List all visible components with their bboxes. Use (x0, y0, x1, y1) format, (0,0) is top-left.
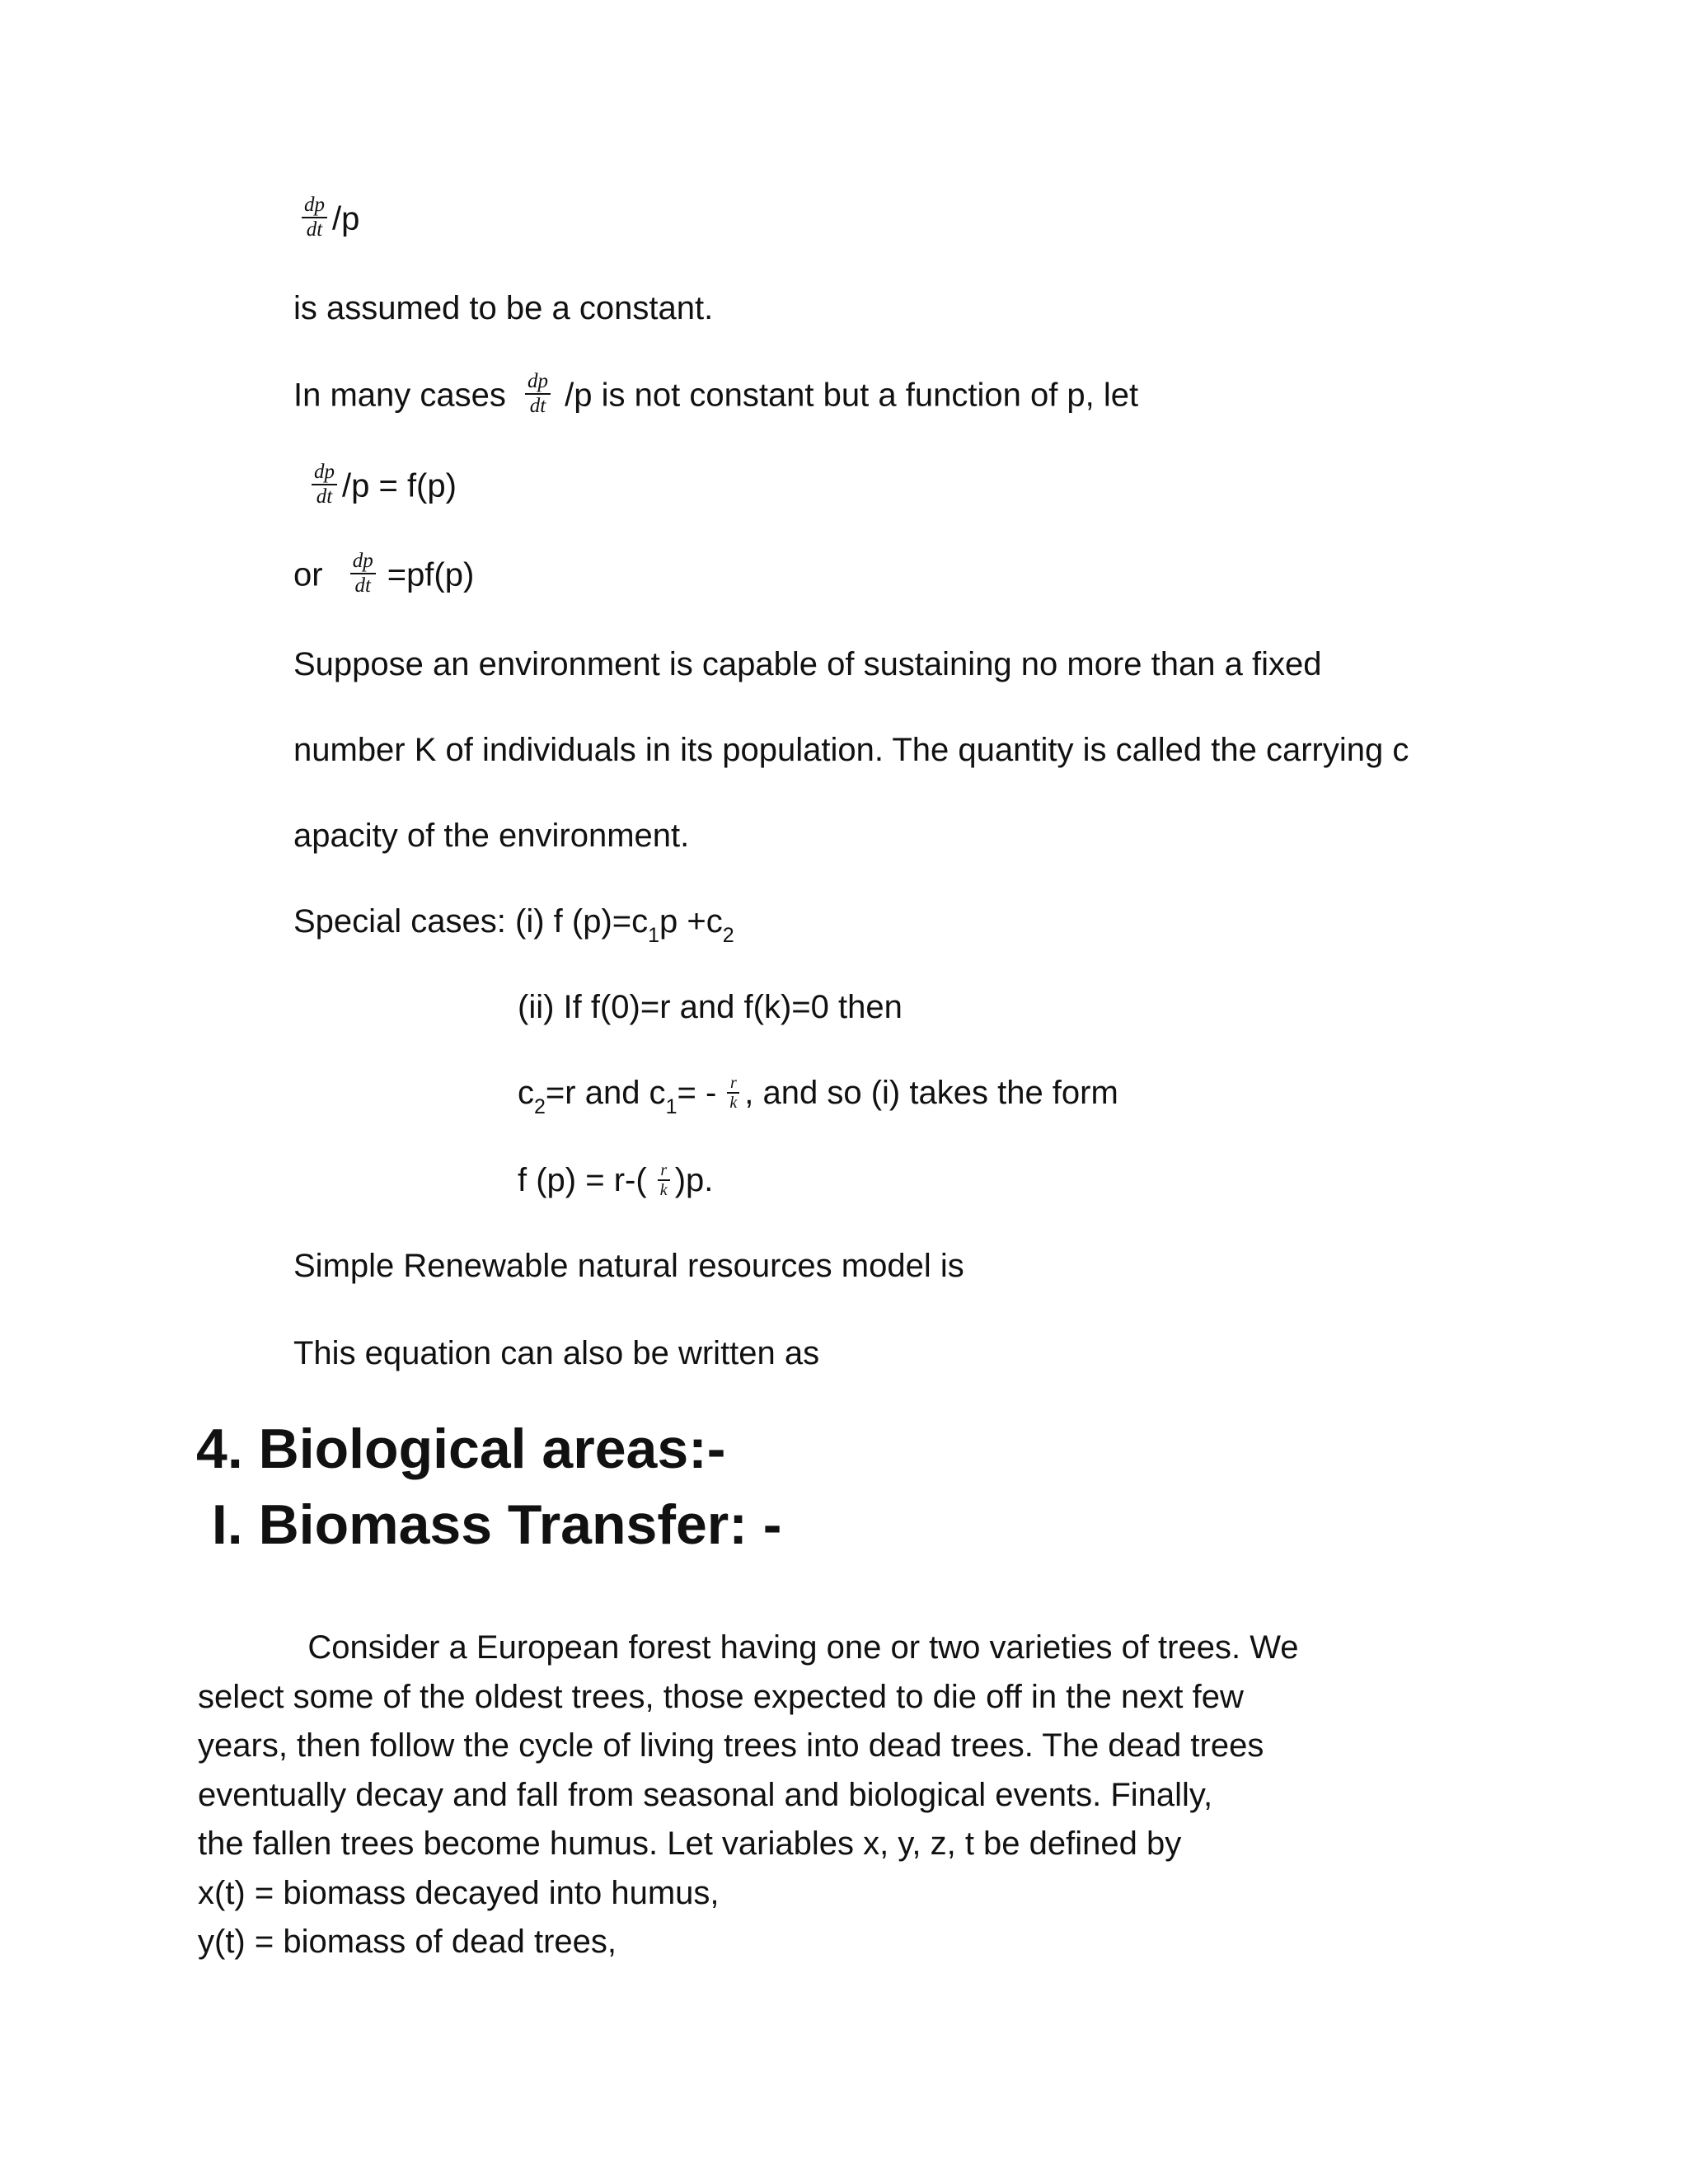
paragraph-line: years, then follow the cycle of living trees into dead trees. The dead trees (198, 1727, 1264, 1764)
text-segment: /p is not constant but a function of p, let (565, 377, 1139, 414)
text-line-13: Simple Renewable natural resources model is (293, 1248, 964, 1284)
text-line-3 (293, 370, 1139, 420)
text-line-10: (ii) If f(0)=r and f(k)=0 then (518, 989, 903, 1025)
equation-line-11 (518, 1073, 1118, 1118)
text-line-14: This equation can also be written as (293, 1335, 820, 1371)
section-heading: 4. Biological areas:- (196, 1418, 726, 1480)
equation-line-12 (518, 1160, 713, 1200)
paragraph-line: eventually decay and fall from seasonal and biological events. Finally, (198, 1776, 1213, 1813)
text-segment: c (518, 1075, 534, 1111)
paragraph-line: y(t) = biomass of dead trees, (198, 1924, 617, 1960)
paragraph-line: the fallen trees become humus. Let variables x, y, z, t be defined by (198, 1825, 1182, 1862)
equation-text: /p = f(p) (342, 467, 457, 504)
fraction-dp-dt: $\frac{dp}{dt}$ (350, 551, 376, 597)
paragraph-line: x(t) = biomass decayed into humus, (198, 1874, 720, 1911)
text-segment: or (293, 556, 323, 593)
text-line-2: is assumed to be a constant. (293, 290, 714, 326)
equation-line-4 (310, 461, 457, 511)
subscript: 2 (534, 1095, 546, 1118)
text-line-6: Suppose an environment is capable of sustaining no more than a fixed (293, 646, 1322, 682)
text-segment: Special cases: (i) f (p)=c (293, 903, 649, 940)
subscript: 2 (722, 924, 734, 947)
text-segment: )p. (674, 1162, 714, 1198)
special-cases-line (293, 902, 734, 947)
fraction-dp-dt: $\frac{dp}{dt}$ (312, 462, 337, 508)
text-segment: =r and c (545, 1075, 666, 1111)
text-segment: f (p) = r-( (518, 1162, 647, 1198)
text-line-7: number K of individuals in its population. The quantity is called the carrying c (293, 732, 1409, 768)
subsection-heading: I. Biomass Transfer: - (196, 1493, 782, 1556)
paragraph-line: Consider a European forest having one or two varieties of trees. We (198, 1629, 1299, 1666)
biomass-paragraph (198, 1624, 1484, 1967)
text-segment: p +c (659, 903, 723, 940)
fraction-r-k: $\frac{r}{k}$ (658, 1162, 670, 1198)
equation-line-5 (293, 550, 475, 600)
text-segment: = - (677, 1075, 717, 1111)
equation-text: /p (332, 200, 360, 237)
fraction-dp-dt: $\frac{dp}{dt}$ (302, 194, 327, 241)
subscript: 1 (648, 924, 660, 947)
equation-text: =pf(p) (387, 556, 475, 593)
text-segment: , and so (i) takes the form (744, 1075, 1118, 1111)
fraction-r-k: $\frac{r}{k}$ (727, 1075, 739, 1111)
equation-line-1 (300, 194, 360, 244)
paragraph-line: select some of the oldest trees, those expected to die off in the next few (198, 1678, 1244, 1715)
text-segment: In many cases (293, 377, 506, 414)
text-line-8: apacity of the environment. (293, 818, 690, 854)
fraction-dp-dt: $\frac{dp}{dt}$ (525, 371, 551, 417)
subscript: 1 (665, 1095, 678, 1118)
